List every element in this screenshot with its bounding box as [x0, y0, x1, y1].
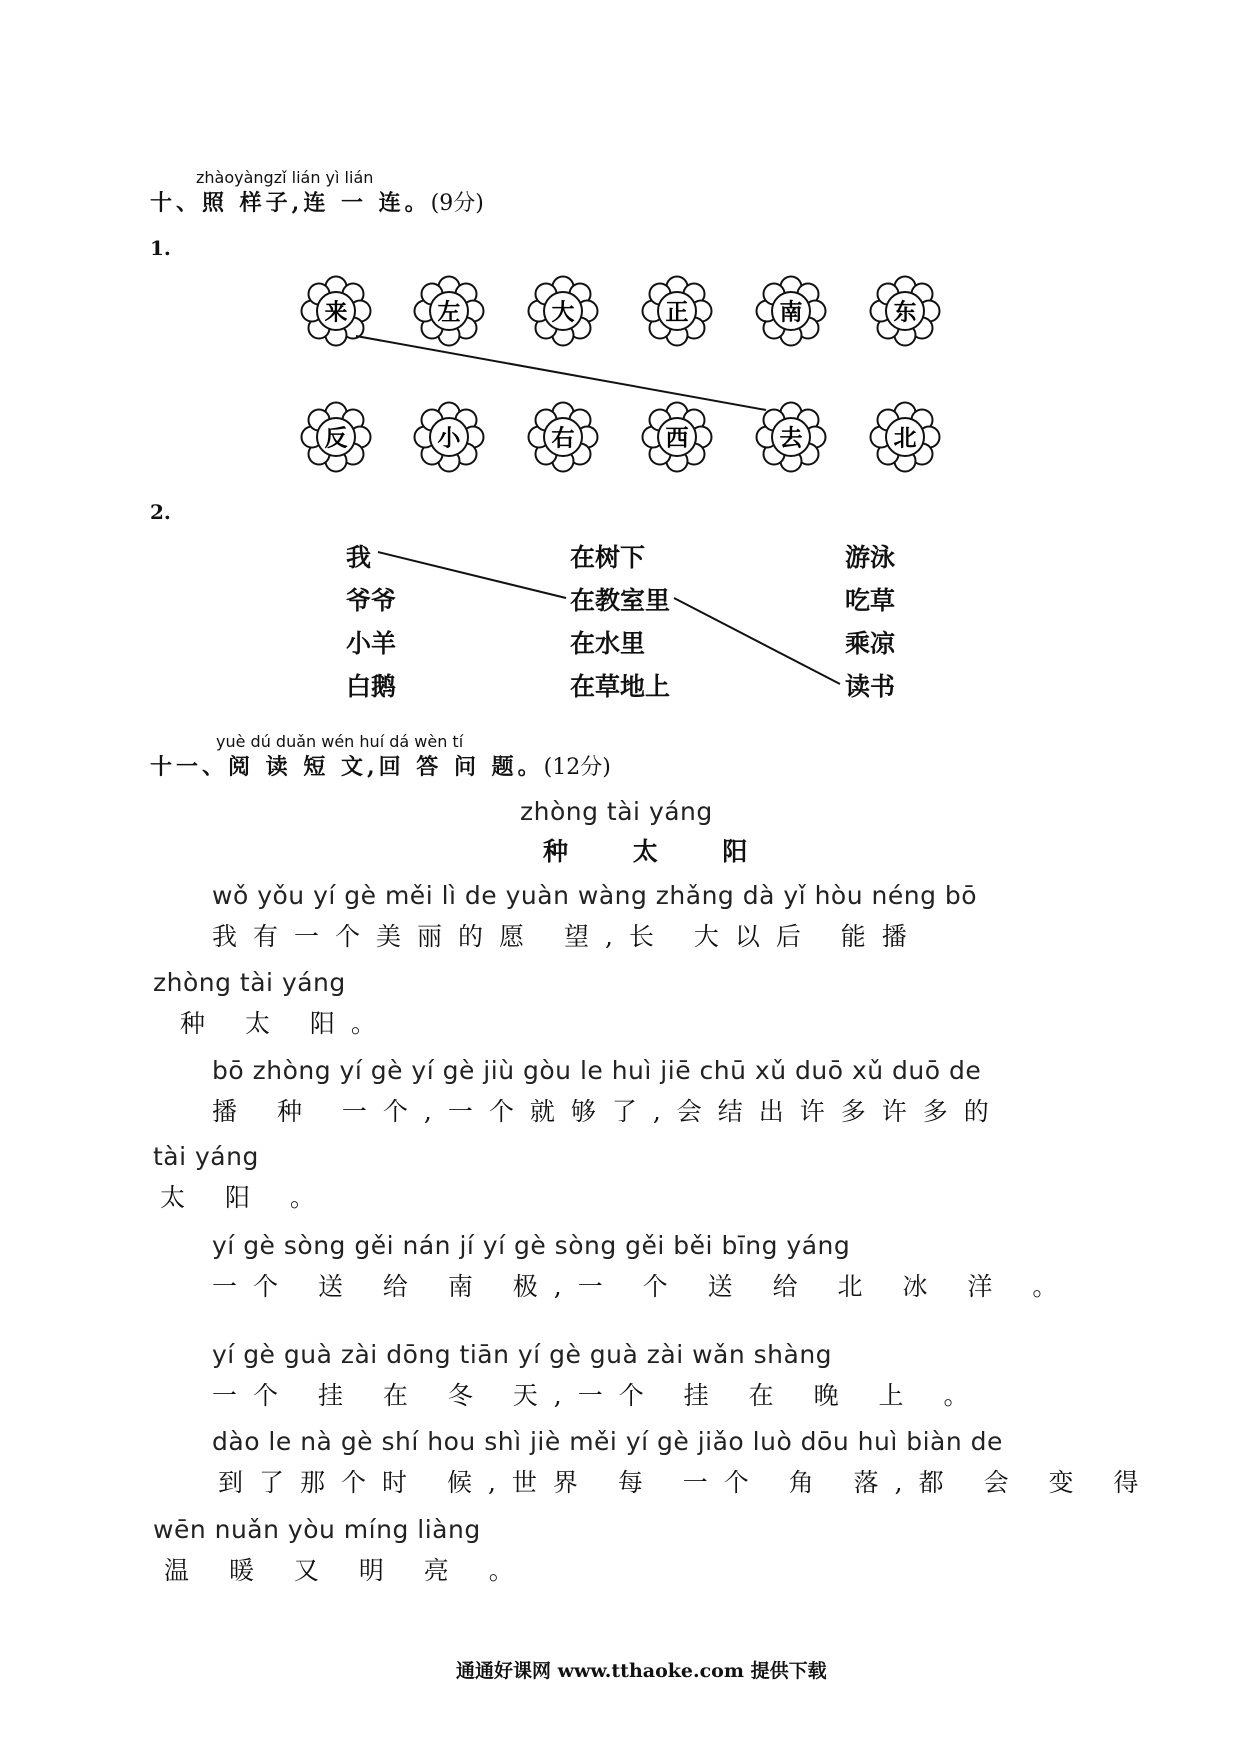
- story-line-pinyin: yí gè guà zài dōng tiān yí gè guà zài wǎn shàng: [212, 1340, 833, 1369]
- word-match-lines: [0, 0, 1240, 720]
- section11-title-text: 十一、阅 读 短 文,回 答 问 题。: [150, 754, 544, 780]
- section11-score: (12分): [543, 755, 611, 780]
- story-line-pinyin: bō zhòng yí gè yí gè jiù gòu le huì jiē chū xǔ duō xǔ duō de: [212, 1056, 982, 1085]
- flower-label: 反: [324, 424, 348, 452]
- story-title-pinyin: zhòng tài yáng: [520, 797, 713, 826]
- story-line-hanzi: 一个 送 给 南 极,一 个 送 给 北 冰 洋 。: [212, 1272, 1074, 1301]
- flower-label: 西: [665, 424, 689, 452]
- section10-title-text: 十、照 样子,连 一 连。: [150, 190, 431, 216]
- part1-number: 1.: [150, 236, 171, 260]
- story-line-pinyin: zhòng tài yáng: [153, 968, 346, 997]
- story-line-pinyin: dào le nà gè shí hou shì jiè měi yí gè jiǎo luò dōu huì biàn de: [212, 1427, 1003, 1456]
- section11-pinyin: yuè dú duǎn wén huí dá wèn tí: [216, 732, 464, 751]
- flower-label: 大: [551, 298, 575, 326]
- col2-word: 在草地上: [570, 672, 671, 701]
- story-line-hanzi: 种 太 阳。: [180, 1009, 392, 1038]
- flower-label: 右: [551, 424, 575, 452]
- story-line-hanzi: 播 种 一个,一个就够了,会结出许多许多的: [212, 1097, 1005, 1126]
- flower-label: 正: [665, 298, 689, 326]
- flower-label: 北: [893, 424, 917, 452]
- col3-word: 吃草: [845, 586, 896, 615]
- example-line-3: [674, 598, 840, 684]
- col2-word: 在教室里: [570, 586, 671, 615]
- story-line-pinyin: yí gè sòng gěi nán jí yí gè sòng gěi běi bīng yáng: [212, 1231, 851, 1260]
- flower-label: 来: [324, 298, 348, 326]
- story-line-pinyin: tài yáng: [153, 1142, 259, 1171]
- col1-word: 爷爷: [346, 586, 397, 615]
- col3-word: 读书: [845, 672, 896, 701]
- story-line-hanzi: 太 阳 。: [160, 1183, 331, 1212]
- flower-label: 左: [437, 298, 461, 326]
- section10-pinyin: zhàoyàngzǐ lián yì lián: [196, 168, 374, 187]
- col3-word: 游泳: [845, 543, 896, 572]
- col1-word: 小羊: [346, 629, 397, 658]
- flower-label: 小: [437, 424, 461, 452]
- col1-word: 我: [346, 543, 372, 572]
- col1-word: 白鹅: [346, 672, 397, 701]
- story-line-hanzi: 一个 挂 在 冬 天,一个 挂 在 晚 上 。: [212, 1381, 985, 1410]
- section10-score: (9分): [430, 191, 484, 216]
- col2-word: 在水里: [570, 629, 646, 658]
- col2-word: 在树下: [570, 543, 646, 572]
- flower-label: 东: [893, 298, 917, 326]
- story-line-pinyin: wǒ yǒu yí gè měi lì de yuàn wàng zhǎng dà yǐ hòu néng bō: [212, 881, 978, 910]
- flower-label: 去: [779, 424, 803, 452]
- part2-number: 2.: [150, 500, 171, 524]
- col3-word: 乘凉: [845, 629, 896, 658]
- section11-title: [150, 750, 611, 781]
- story-line-hanzi: 温 暖 又 明 亮 。: [164, 1556, 530, 1585]
- example-line-2: [378, 552, 566, 598]
- flower-label: 南: [779, 298, 803, 326]
- story-line-hanzi: 到了那个时 候,世界 每 一个 角 落,都 会 变 得: [218, 1468, 1155, 1497]
- footer: 通通好课网 www.tthaoke.com 提供下载: [456, 1660, 827, 1682]
- story-line-hanzi: 我有一个美丽的愿 望,长 大以后 能播: [212, 922, 923, 951]
- story-title: 种 太 阳: [543, 837, 776, 866]
- story-line-pinyin: wēn nuǎn yòu míng liàng: [153, 1515, 481, 1544]
